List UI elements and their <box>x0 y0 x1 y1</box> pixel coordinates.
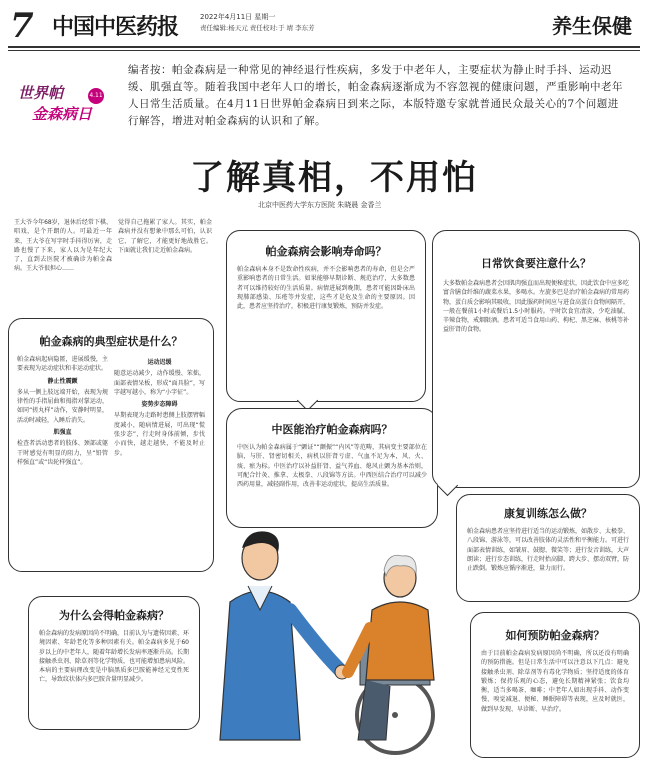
page-number: 7 <box>10 6 34 46</box>
header-rule-thin <box>8 50 640 51</box>
tcm-title: 中医能治疗帕金森病吗？ <box>271 423 393 436</box>
header-rule <box>8 46 640 48</box>
symptoms-text-rigidity: 检查者活动患者的肢体、颈部或躯干时感觉有明显的阻力，呈“铅管样强直”或“齿轮样强直”。 <box>17 440 108 466</box>
logo-badge: 4.11 <box>88 88 104 104</box>
symptoms-sub-gait: 姿势步态障碍 <box>141 401 178 409</box>
byline: 北京中医药大学东方医院 朱晓晨 金香兰 <box>258 201 382 209</box>
doctor-patient-illustration <box>190 510 450 760</box>
prevent-box <box>470 612 640 758</box>
symptoms-text-slowness: 随意运动减少，动作缓慢、笨拙，面部表情呆板，形成“面具脸”，写字越写越小，称为“小字征”。 <box>114 370 205 396</box>
newspaper-name: 中国中医药报 <box>52 15 179 40</box>
symptoms-col-1 <box>17 355 108 569</box>
prevent-text: 由于目前帕金森病发病原因尚不明确，所以还没有明确的预防措施。但是日常生活中可以注意以下几点：避免接触杀虫剂、除草剂等有毒化学物质；坚持适度的体育锻炼；保持乐观的心态，避免长期精神紧张；饮食均衡，适当多喝茶、咖啡；中老年人如出现手抖、动作变慢、嗅觉减退、便秘、睡眠障碍等表现，应及时就医，做到早发现、早诊断、早治疗。 <box>481 650 629 713</box>
cause-text: 帕金森病的发病原因尚不明确，目前认为与遗传因素、环境因素、年龄老化等多种因素有关。帕金森病多见于60岁以上的中老年人，随着年龄增长发病率逐渐升高。长期接触杀虫剂、除草剂等化学物质，也可能增加患病风险。本病的主要病理改变是中脑黑质多巴胺能神经元变性死亡，导致纹状体内多巴胺含量明显减少。 <box>39 630 190 684</box>
section-title: 养生保健 <box>552 14 632 38</box>
tcm-text: 中医认为帕金森病属于“颤证”“颤振”“内风”等范畴，其病变主要部位在脑，与肝、肾密切相关，病机以肝肾亏虚、气血不足为本，风、火、痰、瘀为标。中医治疗以补益肝肾、益气养血、熄风止颤为基本治则，可配合针灸、推拿、太极拳、八段锦等方法。中西医结合治疗可以减少西药用量，减轻副作用，改善非运动症状，提高生活质量。 <box>237 444 427 489</box>
exercise-box <box>456 494 640 602</box>
event-logo <box>18 82 110 130</box>
lifespan-title: 帕金森病会影响寿命吗？ <box>265 245 387 258</box>
prevent-title: 如何预防帕金森病？ <box>505 629 605 642</box>
headline: 了解真相，不用怕 <box>190 158 478 198</box>
cause-box <box>28 596 200 730</box>
symptoms-box <box>8 318 214 572</box>
symptoms-text-tremor: 多从一侧上肢远端开始，表现为规律性的手指屈曲和拇指对掌运动，如同“搓丸样”动作，安静时明显，活动时减轻，入睡后消失。 <box>17 388 108 424</box>
symptoms-sub-slowness: 运动迟缓 <box>147 359 172 366</box>
symptoms-sub-tremor: 静止性震颤 <box>47 377 78 385</box>
exercise-text: 帕金森病患者应坚持进行适当的运动锻炼，如散步、太极拳、八段锦、游泳等，可以改善肢体的灵活性和平衡能力。可进行面部表情训练，如皱眉、鼓腮、微笑等；进行发音训练，大声朗读；进行步态训练，行走时抬高脚、跨大步、摆动双臂，防止跌倒。锻炼应循序渐进，量力而行。 <box>467 528 630 573</box>
diet-text: 大多数帕金森病患者会因肌肉强直而出现便秘症状，因此饮食中应多吃富含膳食纤维的蔬菜水果，多喝水。左旋多巴是治疗帕金森病的常用药物，蛋白质会影响其吸收，因此服药时间应与进食高蛋白食物间隔开，一般在餐前1小时或餐后1.5小时服药。平时饮食宜清淡，少吃油腻、辛辣食物，戒烟限酒。患者可适当食用山药、枸杞、黑芝麻、核桃等补益肝肾的食物。 <box>443 280 630 334</box>
editor-note: 编者按：帕金森病是一种常见的神经退行性疾病，多发于中老年人，主要症状为静止时手抖、运动迟缓、肌强直等。随着我国中老年人口的增长，帕金森病逐渐成为不容忽视的健康问题，严重影响中老年人日常生活质量。在4月11日世界帕金森病日到来之际，本版特邀专家就普通民众最关心的7个问题进行解答，增进对帕金森病的认识和了解。 <box>128 64 623 127</box>
editor-line: 责任编辑:杨天元 责任校对:于 靖 李东芳 <box>200 24 315 32</box>
date-line: 2022年4月11日 星期一 <box>200 13 276 21</box>
lead-column-1: 王大爷今年68岁，退休后经常下棋、唱戏，是个开朗的人。可最近一年来，王大爷在写字时手抖得厉害，走路也慢了下来，家人以为是年纪大了，直到去医院才被确诊为帕金森病。王大爷很担心…… <box>14 219 112 273</box>
symptoms-sub-rigidity: 肌强直 <box>53 429 72 437</box>
lifespan-box <box>226 230 426 402</box>
exercise-title: 康复训练怎么做？ <box>504 507 592 520</box>
cause-title: 为什么会得帕金森病？ <box>59 609 169 622</box>
lead-column-2: 觉得自己拖累了家人。其实，帕金森病并没有想象中那么可怕，认识它、了解它，才能更好地战胜它。下面就让我们走近帕金森病。 <box>118 219 212 254</box>
diet-title: 日常饮食要注意什么？ <box>481 257 591 270</box>
logo-line2: 金森病日 <box>32 105 93 123</box>
symptoms-intro: 帕金森病起病隐匿，进展缓慢，主要表现为运动症状和非运动症状。 <box>17 356 108 373</box>
logo-line1: 世界帕 <box>18 84 64 102</box>
symptoms-title: 帕金森病的典型症状是什么？ <box>39 335 183 348</box>
lifespan-text: 帕金森病本身不是致命性疾病，并不会影响患者的寿命，但是会严重影响患者的日常生活。如果能够早期诊断、规范治疗，大多数患者可以维持较好的生活质量。病情进展到晚期，患者可能因卧床出现肺部感染、压疮等并发症，这些才是危及生命的主要原因。因此，患者应坚持治疗，积极进行康复锻炼，预防并发症。 <box>237 266 415 311</box>
diet-box <box>432 230 640 488</box>
symptoms-text-gait: 早期表现为走路时患侧上肢摆臂幅度减小，随病情进展，可出现“慌张步态”，行走时身体前倾，步伐小而快，越走越快，不能及时止步。 <box>114 412 205 457</box>
